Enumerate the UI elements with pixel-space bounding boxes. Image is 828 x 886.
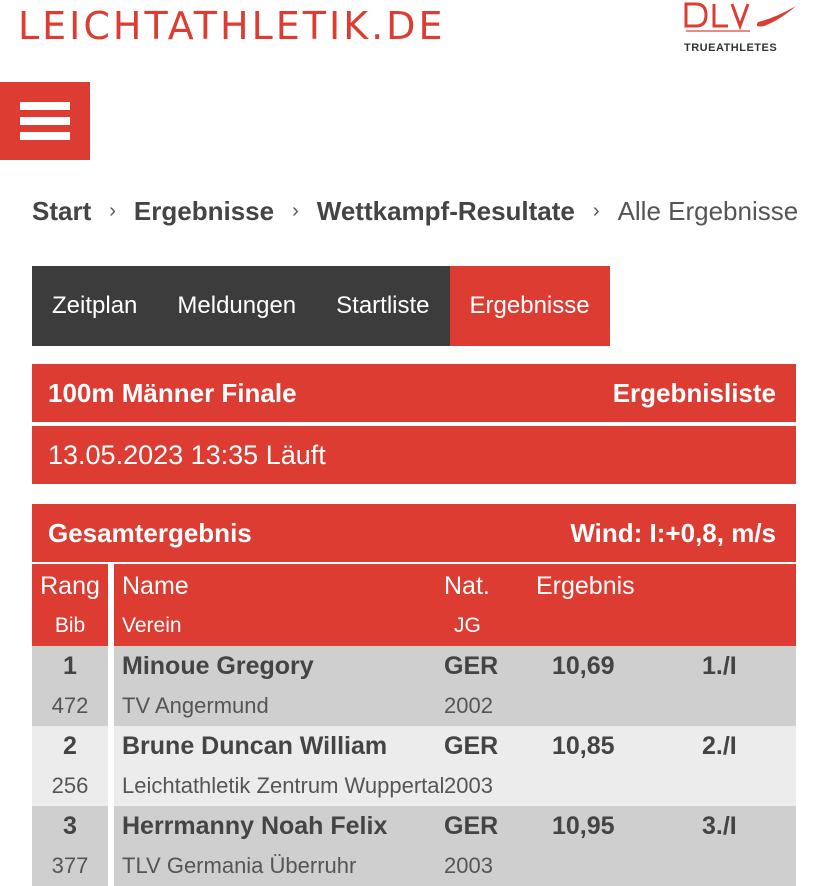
row-nat: GER	[444, 812, 499, 840]
column-divider	[108, 646, 114, 726]
table-row[interactable]	[32, 646, 796, 726]
row-place: 2./I	[702, 732, 737, 760]
results-title-bar	[32, 504, 796, 562]
breadcrumb-current: Alle Ergebnisse	[617, 196, 799, 226]
header-yob: JG	[454, 614, 481, 637]
breadcrumb-wettkampf-resultate[interactable]: Wettkampf-Resultate	[316, 196, 575, 226]
tab-startliste[interactable]: Startliste	[316, 266, 449, 346]
row-athlete-name[interactable]: Herrmanny Noah Felix	[122, 812, 388, 840]
row-club: TLV Germania Überruhr	[122, 853, 357, 878]
hamburger-menu-button[interactable]	[0, 82, 90, 160]
header-nat: Nat.	[444, 572, 490, 600]
tab-ergebnisse[interactable]: Ergebnisse	[450, 266, 610, 346]
row-yob: 2002	[444, 693, 493, 718]
row-nat: GER	[444, 652, 499, 680]
column-divider	[108, 806, 114, 886]
breadcrumb-chevron-icon: ›	[109, 200, 116, 222]
tab-zeitplan[interactable]: Zeitplan	[32, 266, 157, 346]
table-row[interactable]	[32, 806, 796, 886]
row-yob: 2003	[444, 853, 493, 878]
row-athlete-name[interactable]: Minoue Gregory	[122, 652, 314, 680]
row-club: Leichtathletik Zentrum Wuppertal	[122, 773, 445, 798]
header-name: Name	[122, 572, 189, 600]
table-header	[32, 564, 796, 646]
hamburger-menu-icon	[20, 102, 70, 110]
row-bib: 472	[51, 693, 89, 718]
hamburger-menu-icon	[20, 132, 70, 140]
event-date-bar	[32, 426, 796, 484]
row-club: TV Angermund	[122, 693, 269, 718]
hamburger-menu-icon	[20, 117, 70, 125]
row-yob: 2003	[444, 773, 493, 798]
tab-bar	[32, 266, 610, 346]
header-club: Verein	[122, 614, 182, 637]
column-divider	[108, 726, 114, 806]
header-rank: Rang	[40, 572, 100, 600]
column-divider	[108, 564, 114, 646]
row-rank: 1	[63, 652, 77, 680]
breadcrumb	[32, 194, 798, 228]
row-bib: 377	[51, 853, 89, 878]
row-rank: 2	[63, 732, 77, 760]
row-result: 10,85	[552, 732, 615, 760]
header-bib: Bib	[54, 614, 86, 637]
row-rank: 3	[63, 812, 77, 840]
header-result: Ergebnis	[536, 572, 635, 600]
results-table	[32, 564, 796, 886]
event-date: 13.05.2023 13:35 Läuft	[48, 439, 326, 470]
breadcrumb-chevron-icon: ›	[592, 200, 600, 222]
row-place: 3./I	[702, 812, 737, 840]
site-logo[interactable]: LEICHTATHLETIK.DE	[18, 4, 446, 48]
wind-info: Wind: I:+0,8, m/s	[570, 517, 776, 548]
breadcrumb-ergebnisse[interactable]: Ergebnisse	[133, 196, 275, 226]
breadcrumb-chevron-icon: ›	[292, 200, 299, 222]
row-result: 10,69	[552, 652, 615, 680]
event-title-bar	[32, 364, 796, 422]
row-result: 10,95	[552, 812, 615, 840]
row-athlete-name[interactable]: Brune Duncan William	[122, 732, 388, 760]
row-bib: 256	[51, 773, 89, 798]
breadcrumb-start[interactable]: Start	[32, 196, 92, 226]
tab-meldungen[interactable]: Meldungen	[157, 266, 316, 346]
trueathletes-tagline: TRUEATHLETES	[684, 42, 778, 54]
row-nat: GER	[444, 732, 499, 760]
event-title: 100m Männer Finale	[48, 377, 297, 408]
results-title: Gesamtergebnis	[48, 517, 252, 548]
row-place: 1./I	[702, 652, 737, 680]
table-row[interactable]	[32, 726, 796, 806]
list-type: Ergebnisliste	[612, 377, 776, 408]
